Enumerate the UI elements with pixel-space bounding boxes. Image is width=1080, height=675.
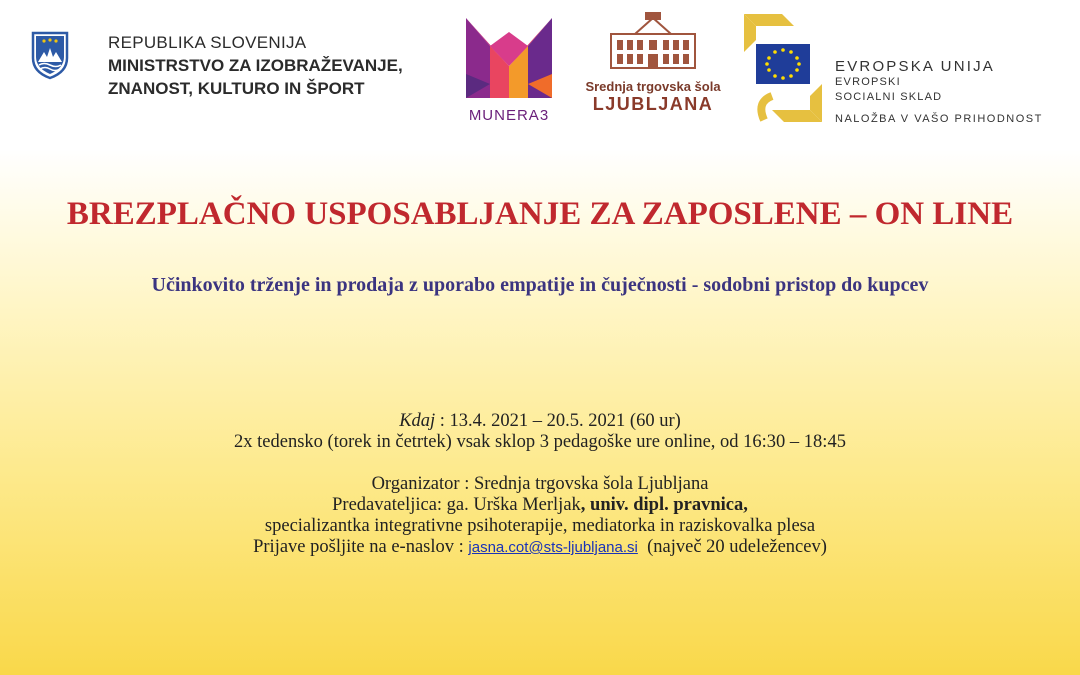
- slovenia-coat-of-arms-icon: [30, 30, 70, 80]
- course-subtitle: Učinkovito trženje in prodaja z uporabo empatije in čuječnosti - sodobni pristop do kupcev: [151, 274, 929, 296]
- ministry-country: REPUBLIKA SLOVENIJA: [108, 33, 307, 52]
- lecturer-prefix: Predavateljica: ga.: [332, 495, 474, 515]
- eu-fund-line1: EVROPSKI: [835, 76, 901, 88]
- school-name: Srednja trgovska šola: [585, 79, 721, 94]
- when-line: [0, 411, 1080, 432]
- apply-suffix: (največ 20 udeležencev): [637, 537, 827, 557]
- school-building-icon: [605, 12, 701, 72]
- lecturer-titles-line: specializantka integrativne psihoterapije, mediatorka in raziskovalka plesa: [264, 516, 816, 536]
- apply-email-link[interactable]: jasna.cot@sts-ljubljana.si: [468, 539, 638, 556]
- eu-fund-line2: SOCIALNI SKLAD: [835, 91, 943, 103]
- school-logo: [575, 12, 731, 115]
- ministry-name-line2: ZNANOST, KULTURO IN ŠPORT: [108, 79, 365, 98]
- when-value: : 13.4. 2021 – 20.5. 2021 (60 ur): [435, 411, 681, 431]
- apply-prefix: Prijave pošljite na e-naslov :: [253, 537, 469, 557]
- munera3-logo: [462, 14, 556, 124]
- apply-line: [0, 537, 1080, 558]
- organizer-line: Organizator : Srednja trgovska šola Ljubljana: [371, 474, 709, 494]
- eu-union: EVROPSKA UNIJA: [835, 58, 996, 75]
- eu-slogan: NALOŽBA V VAŠO PRIHODNOST: [835, 113, 1043, 125]
- course-info: [0, 411, 1080, 558]
- munera-m-icon: [462, 14, 556, 100]
- eu-flag-icon: [742, 12, 824, 124]
- logo-bar: [0, 0, 1080, 140]
- munera-label: MUNERA3: [468, 107, 550, 124]
- page-title: BREZPLAČNO USPOSABLJANJE ZA ZAPOSLENE – ON LINE: [66, 196, 1014, 232]
- lecturer-suffix: , univ. dipl. pravnica,: [580, 495, 748, 515]
- when-label: Kdaj: [399, 411, 436, 431]
- schedule-line: 2x tedensko (torek in četrtek) vsak sklop 3 pedagoške ure online, od 16:30 – 18:45: [234, 432, 846, 452]
- lecturer-name: Urška Merljak: [473, 495, 581, 515]
- school-city: LJUBLJANA: [592, 94, 714, 114]
- eu-logo: [742, 12, 1043, 129]
- lecturer-line: [0, 495, 1080, 516]
- ministry-name-line1: MINISTRSTVO ZA IZOBRAŽEVANJE,: [108, 56, 403, 75]
